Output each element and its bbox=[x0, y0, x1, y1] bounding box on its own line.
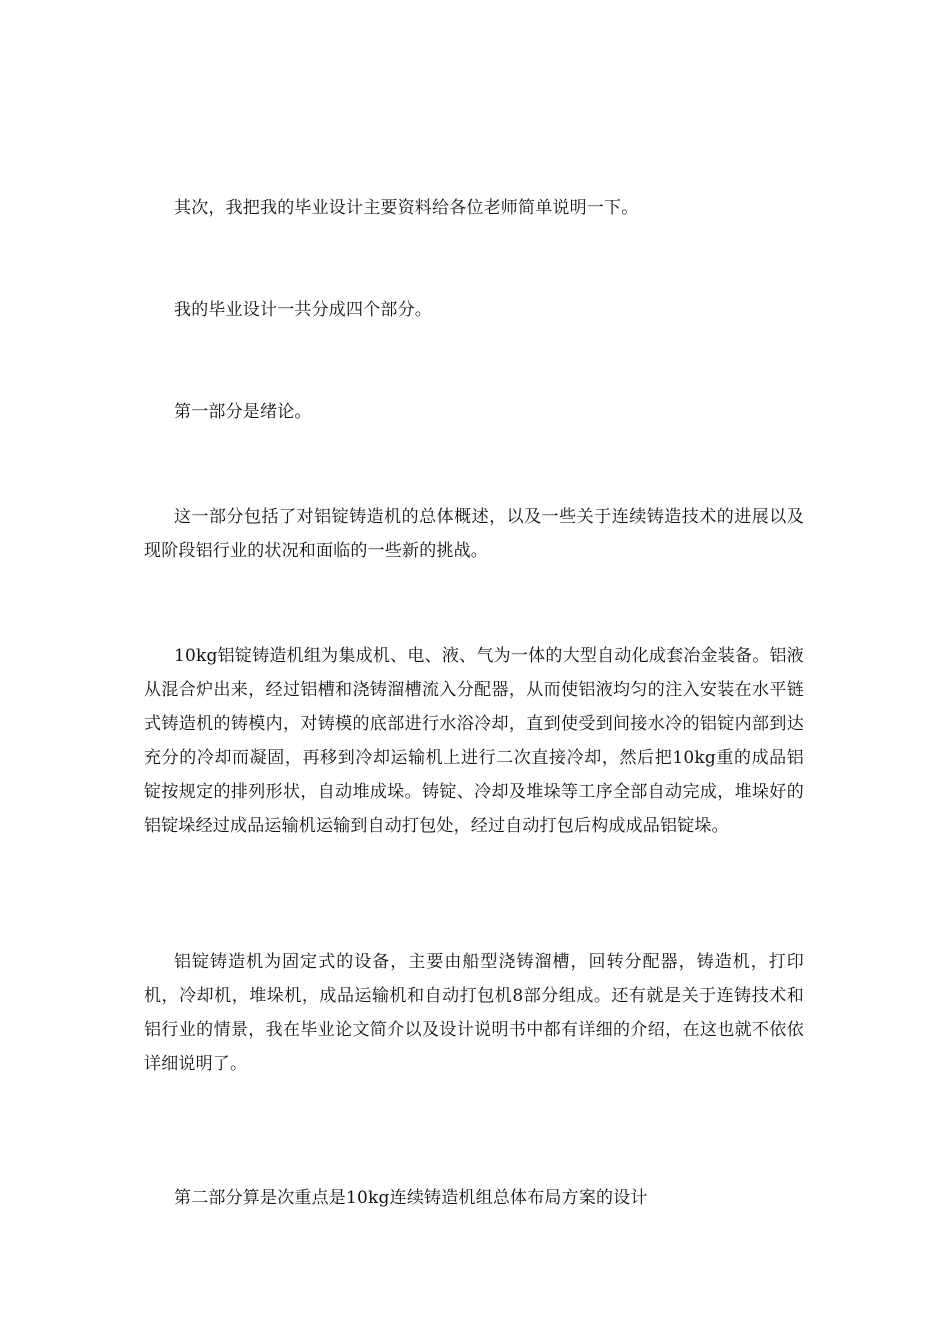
paragraph-intro: 其次，我把我的毕业设计主要资料给各位老师简单说明一下。 bbox=[174, 198, 639, 218]
paragraph-four-parts: 我的毕业设计一共分成四个部分。 bbox=[174, 300, 432, 320]
paragraph-part-one-heading: 第一部分是绪论。 bbox=[174, 402, 312, 422]
paragraph-part-one-overview: 这一部分包括了对铝锭铸造机的总体概述，以及一些关于连续铸造技术的进展以及现阶段铝行业的状况和面临的一些新的挑战。 bbox=[144, 507, 804, 561]
paragraph-machine-components: 铝锭铸造机为固定式的设备，主要由船型浇铸溜槽，回转分配器，铸造机，打印机，冷却机，堆垛机，成品运输机和自动打包机8部分组成。还有就是关于连铸技术和铝行业的情景，我在毕业论文简介以及设计说明书中都有详细的介绍，在这也就不依依详细说明了。 bbox=[144, 952, 804, 1074]
paragraph-casting-process: 10kg铝锭铸造机组为集成机、电、液、气为一体的大型自动化成套冶金装备。铝液从混合炉出来，经过铝槽和浇铸溜槽流入分配器，从而使铝液均匀的注入安装在水平链式铸造机的铸模内，对铸模的底部进行水浴冷却，直到使受到间接水冷的铝锭内部到达充分的冷却而凝固，再移到冷却运输机上进行二次直接冷却，然后把10kg重的成品铝锭按规定的排列形状，自动堆成垛。铸锭、冷却及堆垛等工序全部自动完成，堆垛好的铝锭垛经过成品运输机运输到自动打包处，经过自动打包后构成成品铝锭垛。 bbox=[144, 646, 804, 836]
paragraph-part-two-heading: 第二部分算是次重点是10kg连续铸造机组总体布局方案的设计 bbox=[174, 1188, 648, 1208]
